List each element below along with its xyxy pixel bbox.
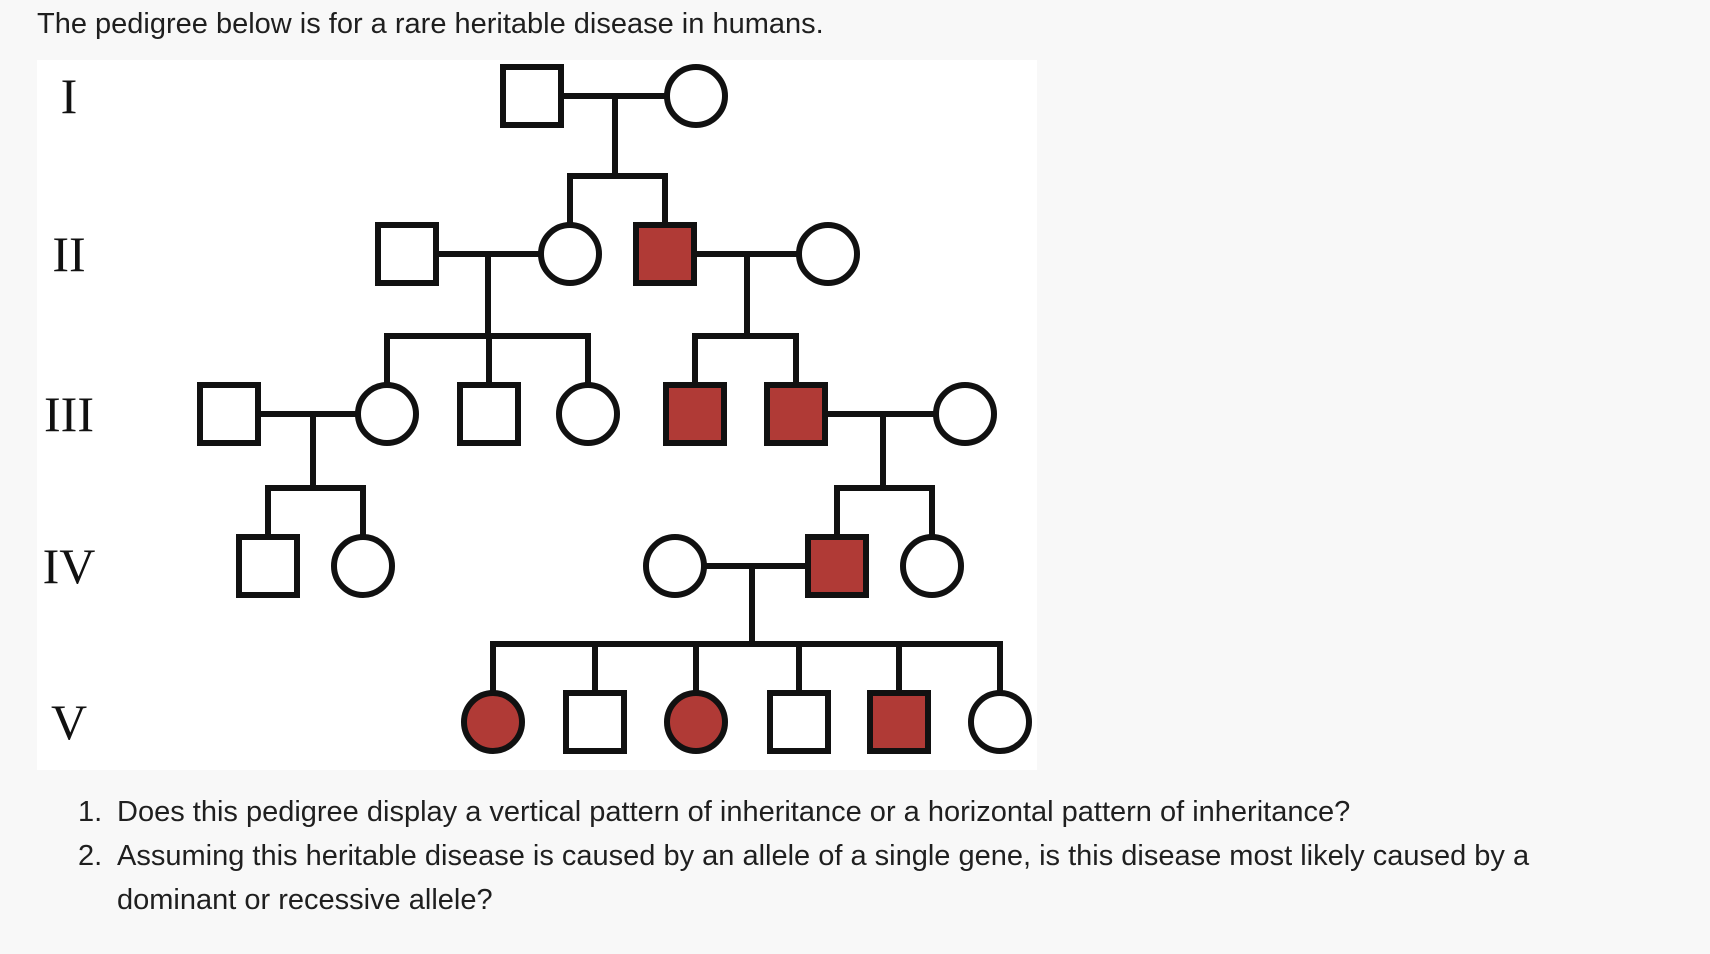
unaffected-male-symbol — [566, 693, 624, 751]
question-list — [78, 790, 1638, 922]
affected-female-symbol — [464, 693, 522, 751]
unaffected-male-symbol — [770, 693, 828, 751]
unaffected-female-symbol — [936, 385, 994, 443]
unaffected-female-symbol — [799, 225, 857, 283]
affected-male-symbol — [636, 225, 694, 283]
affected-male-symbol — [666, 385, 724, 443]
generation-label: III — [44, 386, 94, 442]
generation-label: IV — [42, 538, 96, 594]
unaffected-male-symbol — [378, 225, 436, 283]
generation-label: I — [60, 68, 78, 124]
affected-male-symbol — [808, 537, 866, 595]
question-number: 1. — [78, 796, 103, 828]
unaffected-female-symbol — [541, 225, 599, 283]
unaffected-female-symbol — [334, 537, 392, 595]
unaffected-female-symbol — [358, 385, 416, 443]
affected-female-symbol — [667, 693, 725, 751]
question-number: 2. — [78, 840, 103, 872]
question-text: Assuming this heritable disease is caused by an allele of a single gene, is this disease most likely caused by a dominant or recessive allele? — [117, 840, 1530, 916]
unaffected-female-symbol — [646, 537, 704, 595]
unaffected-female-symbol — [971, 693, 1029, 751]
unaffected-male-symbol — [503, 67, 561, 125]
affected-male-symbol — [767, 385, 825, 443]
question-item — [78, 834, 1638, 922]
pedigree-figure — [37, 60, 1037, 770]
unaffected-male-symbol — [239, 537, 297, 595]
unaffected-female-symbol — [559, 385, 617, 443]
unaffected-male-symbol — [460, 385, 518, 443]
unaffected-male-symbol — [200, 385, 258, 443]
pedigree-chart — [37, 60, 1037, 770]
question-item — [78, 790, 1638, 834]
intro-text: The pedigree below is for a rare heritable disease in humans. — [37, 8, 824, 40]
affected-male-symbol — [870, 693, 928, 751]
generation-label: II — [52, 226, 86, 282]
question-text: Does this pedigree display a vertical pattern of inheritance or a horizontal pattern of inheritance? — [117, 796, 1351, 828]
unaffected-female-symbol — [903, 537, 961, 595]
generation-label: V — [50, 694, 88, 750]
unaffected-female-symbol — [667, 67, 725, 125]
